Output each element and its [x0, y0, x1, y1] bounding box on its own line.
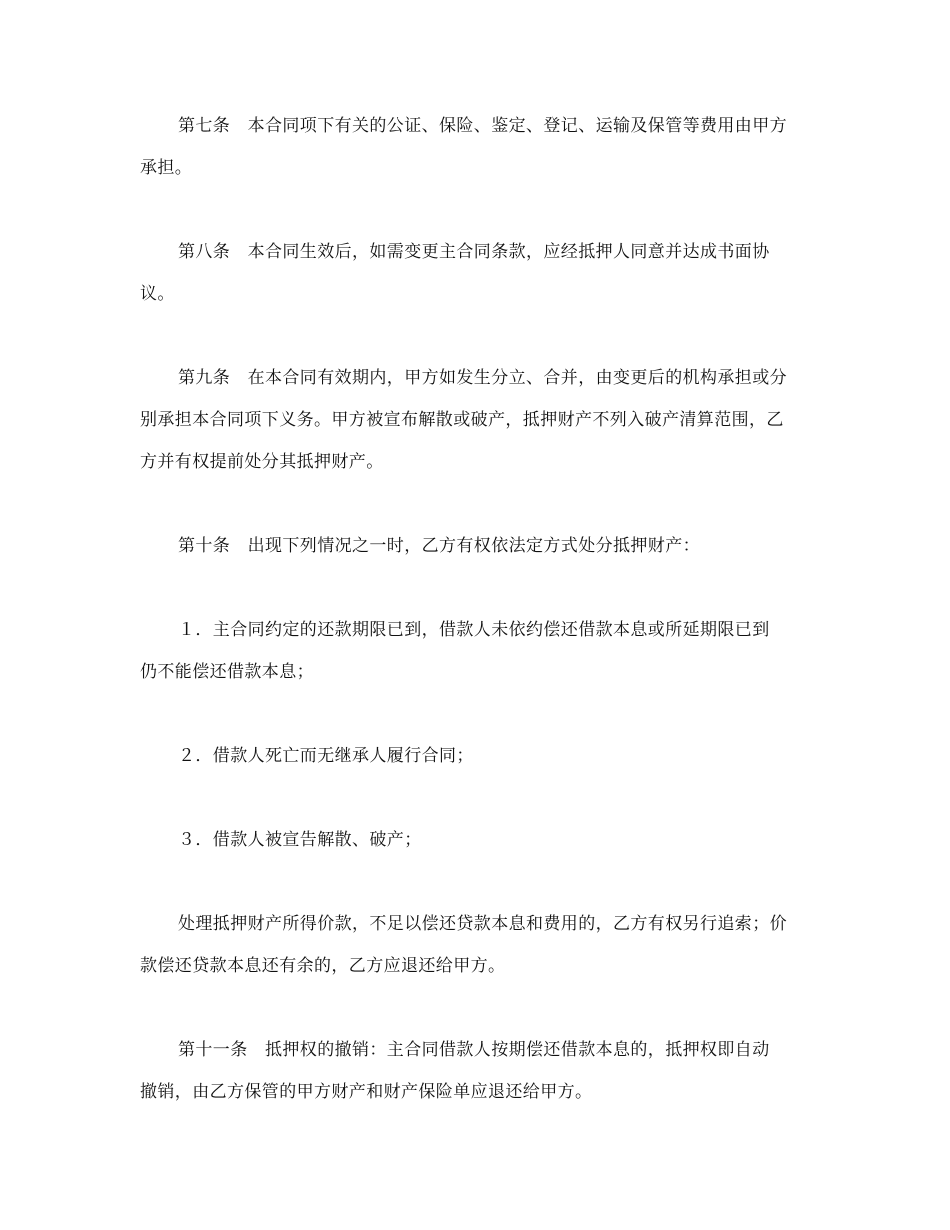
item-1-line-1: １．主合同约定的还款期限已到，借款人未依约偿还借款本息或所延期限已到 — [178, 620, 770, 640]
article-9-line-2: 别承担本合同项下义务。甲方被宣布解散或破产，抵押财产不列入破产清算范围，乙 — [140, 410, 784, 430]
article-9-line-1: 第九条 在本合同有效期内，甲方如发生分立、合并，由变更后的机构承担或分 — [178, 368, 787, 388]
article-11-line-1: 第十一条 抵押权的撤销：主合同借款人按期偿还借款本息的，抵押权即自动 — [178, 1040, 770, 1060]
item-1-line-2: 仍不能偿还借款本息； — [140, 662, 314, 682]
item-2-line-1: ２．借款人死亡而无继承人履行合同； — [178, 746, 474, 766]
article-11-line-2: 撤销，由乙方保管的甲方财产和财产保险单应退还给甲方。 — [140, 1082, 593, 1102]
item-3-line-1: ３．借款人被宣告解散、破产； — [178, 830, 422, 850]
disposal-line-2: 款偿还贷款本息还有余的，乙方应退还给甲方。 — [140, 956, 506, 976]
article-7-line-2: 承担。 — [140, 158, 193, 178]
article-7-line-1: 第七条 本合同项下有关的公证、保险、鉴定、登记、运输及保管等费用由甲方 — [178, 116, 787, 136]
article-8-line-2: 议。 — [140, 284, 175, 304]
disposal-line-1: 处理抵押财产所得价款，不足以偿还贷款本息和费用的，乙方有权另行追索；价 — [178, 914, 787, 934]
article-10-line-1: 第十条 出现下列情况之一时，乙方有权依法定方式处分抵押财产： — [178, 536, 700, 556]
article-8-line-1: 第八条 本合同生效后，如需变更主合同条款，应经抵押人同意并达成书面协 — [178, 242, 770, 262]
article-9-line-3: 方并有权提前处分其抵押财产。 — [140, 452, 384, 472]
